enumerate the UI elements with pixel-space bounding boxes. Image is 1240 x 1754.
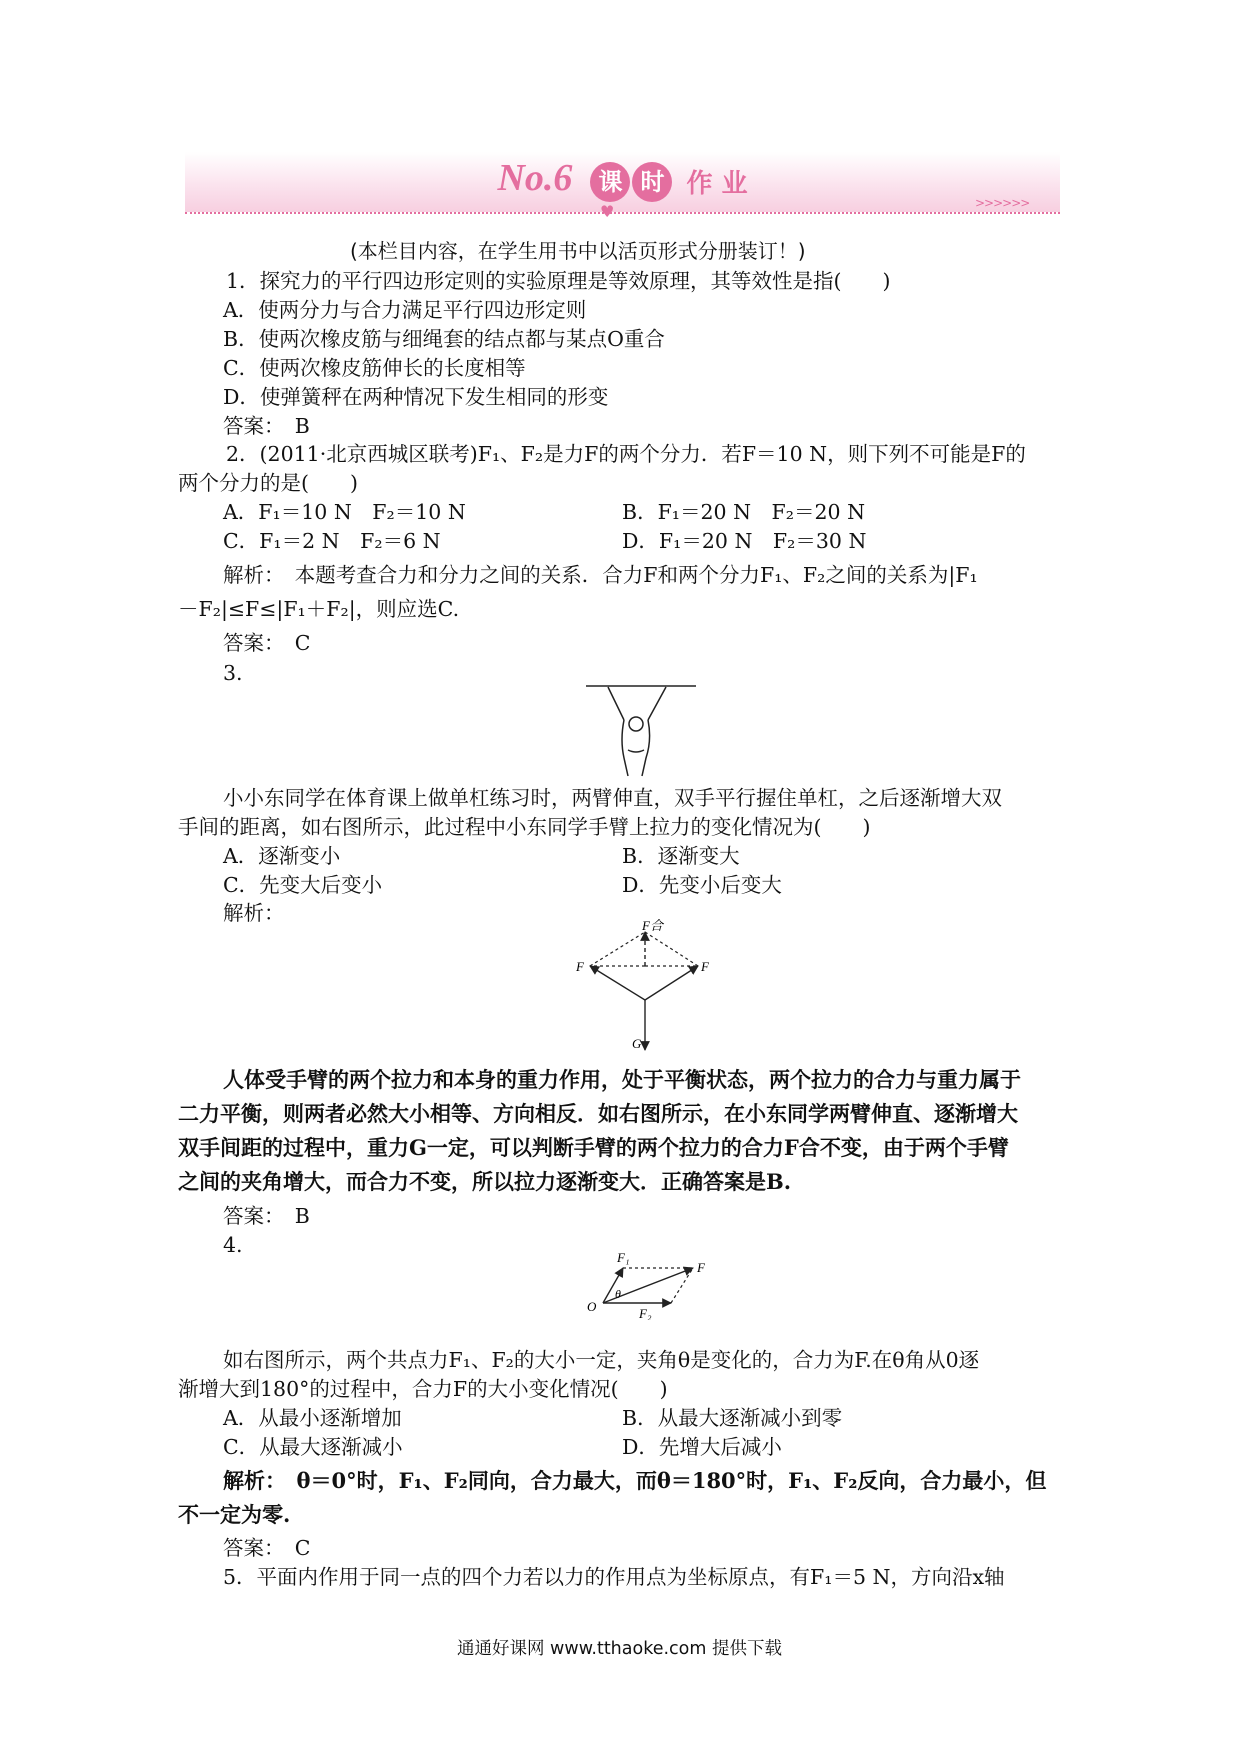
q3-stem-line2: 手间的距离，如右图所示，此过程中小东同学手臂上拉力的变化情况为( ) (178, 815, 871, 839)
q4-analysis-line2: 不一定为零. (178, 1502, 291, 1527)
q3-analysis-label: 解析： (223, 901, 285, 925)
header-suffix: 作 业 (686, 169, 748, 199)
q4-option-a: A．从最小逐渐增加 (223, 1406, 402, 1430)
q3-option-a: A．逐渐变小 (223, 844, 341, 868)
header-title (185, 156, 1060, 202)
q2-stem-line2: 两个分力的是( ) (178, 471, 358, 495)
q1-stem: 1．探究力的平行四边形定则的实验原理是等效原理，其等效性是指( ) (226, 269, 891, 293)
dashed-side (671, 1268, 693, 1303)
q3-option-d: D．先变小后变大 (622, 873, 782, 897)
label-theta: θ (615, 1287, 621, 1301)
circle-char-2: 时 (632, 162, 672, 202)
q4-number: 4. (223, 1233, 243, 1257)
label-f-right: F (701, 959, 709, 974)
circle-char-1: 课 (590, 162, 630, 202)
q4-option-b: B．从最大逐渐减小到零 (622, 1406, 843, 1430)
q3-force-diagram (570, 918, 720, 1058)
force-left-arrow (590, 966, 645, 1000)
q2-option-c: C．F₁＝2 N F₂＝6 N (223, 529, 441, 553)
label-f2: F₂ (639, 1306, 652, 1320)
q3-analysis-line2: 二力平衡，则两者必然大小相等、方向相反．如右图所示，在小东同学两臂伸直、逐渐增大 (178, 1101, 1018, 1126)
q1-option-d: D．使弹簧秤在两种情况下发生相同的形变 (223, 385, 609, 409)
person-body (622, 720, 650, 776)
label-f: F (697, 1260, 705, 1275)
binding-note: (本栏目内容，在学生用书中以活页形式分册装订！) (350, 239, 806, 263)
q4-stem-line1: 如右图所示，两个共点力F₁、F₂的大小一定，夹角θ是变化的，合力为F.在θ角从0逐 (223, 1348, 980, 1372)
footer-source: 通通好课网 www.tthaoke.com 提供下载 (457, 1639, 782, 1659)
q2-analysis-line2: －F₂|≤F≤|F₁＋F₂|，则应选C. (178, 597, 460, 621)
person-head (629, 717, 643, 731)
q1-answer: 答案： B (223, 414, 310, 438)
lesson-number: No.6 (497, 157, 573, 199)
q5-stem-line1: 5．平面内作用于同一点的四个力若以力的作用点为坐标原点，有F₁＝5 N，方向沿x轴 (223, 1565, 1005, 1589)
q4-answer: 答案： C (223, 1536, 311, 1560)
q2-stem-line1: 2．(2011·北京西城区联考)F₁、F₂是力F的两个分力．若F＝10 N，则下列不可能是F的 (226, 442, 1026, 466)
parallelogram-dashed-right (645, 932, 698, 966)
label-f-he: F合 (642, 918, 663, 933)
q3-option-b: B．逐渐变大 (622, 844, 740, 868)
label-g: G (632, 1036, 642, 1051)
q1-option-c: C．使两次橡皮筋伸长的长度相等 (223, 356, 526, 380)
q4-analysis-line1: 解析： θ＝0°时，F₁、F₂同向，合力最大，而θ＝180°时，F₁、F₂反向，合力最小，但 (223, 1468, 1047, 1493)
q1-option-b: B．使两次橡皮筋与细绳套的结点都与某点O重合 (223, 327, 665, 351)
parallelogram-dashed-left (590, 932, 645, 966)
q3-answer: 答案： B (223, 1204, 310, 1228)
q3-analysis-line4: 之间的夹角增大，而合力不变，所以拉力逐渐变大．正确答案是B. (178, 1169, 792, 1194)
q2-option-b: B．F₁＝20 N F₂＝20 N (622, 500, 866, 524)
header-banner (185, 152, 1060, 212)
label-f-left: F (576, 959, 584, 974)
q2-analysis-line1: 解析： 本题考查合力和分力之间的关系．合力F和两个分力F₁、F₂之间的关系为|F₁ (223, 563, 978, 587)
q4-stem-line2: 渐增大到180°的过程中，合力F的大小变化情况( ) (178, 1377, 668, 1401)
label-o: O (587, 1299, 597, 1314)
label-f1: F₁ (617, 1250, 630, 1265)
q3-stem-line1: 小小东同学在体育课上做单杠练习时，两臂伸直，双手平行握住单杠，之后逐渐增大双 (223, 786, 1002, 810)
q4-option-c: C．从最大逐渐减小 (223, 1435, 403, 1459)
q2-answer: 答案： C (223, 631, 311, 655)
q3-number: 3. (223, 661, 243, 685)
q4-option-d: D．先增大后减小 (622, 1435, 782, 1459)
q3-analysis-line3: 双手间距的过程中，重力G一定，可以判断手臂的两个拉力的合力F合不变，由于两个手臂 (178, 1135, 1009, 1160)
q3-analysis-line1: 人体受手臂的两个拉力和本身的重力作用，处于平衡状态，两个拉力的合力与重力属于 (223, 1067, 1021, 1092)
q3-option-c: C．先变大后变小 (223, 873, 383, 897)
q4-parallelogram-figure (575, 1248, 725, 1320)
chevrons-icon: >>>>>> (975, 196, 1030, 210)
header-divider (185, 212, 1060, 214)
q1-option-a: A．使两分力与合力满足平行四边形定则 (223, 298, 587, 322)
heart-icon: ♥ (600, 202, 615, 221)
q2-option-d: D．F₁＝20 N F₂＝30 N (622, 529, 867, 553)
person-arms (608, 687, 666, 720)
q3-horizontal-bar-figure (580, 680, 700, 780)
q2-option-a: A．F₁＝10 N F₂＝10 N (223, 500, 466, 524)
force-right-arrow (645, 966, 698, 1000)
